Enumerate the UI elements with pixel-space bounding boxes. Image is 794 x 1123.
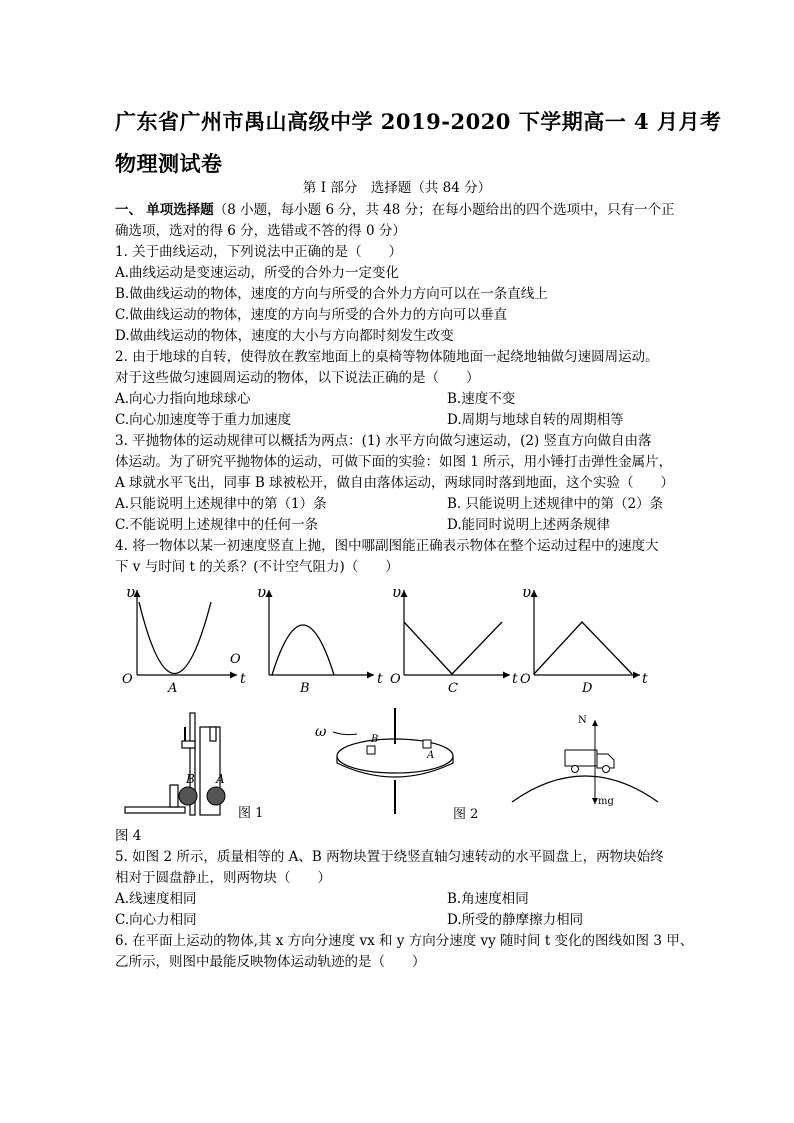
graph-a-t-label: t [240,671,246,687]
gravity-label: mg [598,796,614,807]
graph-c-v-label: υ [392,583,402,601]
graph-c [390,583,518,696]
q2-option-c: C.向心加速度等于重力加速度 [115,412,292,428]
section-desc: （8 小题，每小题 6 分，共 48 分；在每小题给出的四个选项中，只有一个正 [213,202,675,218]
q3-stem-2: 体运动。为了研究平抛物体的运动，可做下面的实验：如图 1 所示，用小锤打击弹性金属片， [115,454,673,470]
graph-a-o-label: O [230,652,241,667]
figure-truck-on-hill [510,710,660,810]
q3-stem-3: A 球就水平飞出，同事 B 球被松开，做自由落体运动，两球同时落到地面，这个实验（ ） [115,475,675,491]
graph-a-label: A [168,681,178,696]
q5-option-c: C.向心力相同 [115,912,197,928]
q6-stem-1: 6. 在平面上运动的物体,其 x 方向分速度 vx 和 y 方向分速度 vy 随时间 t 变化的图线如图 3 甲、 [115,933,694,949]
graph-c-t-label: t [512,671,518,687]
q1-option-c: C.做曲线运动的物体，速度的方向与所受的合外力的方向可以垂直 [115,307,508,323]
graph-a-origin: O [122,672,133,687]
graph-a-v-label: υ [126,583,136,601]
ball-a-label: A [216,772,225,786]
q5-stem-1: 5. 如图 2 所示，质量相等的 A、B 两物块置于绕竖直轴匀速转动的水平圆盘上，两物块始终 [115,849,664,865]
q1-option-a: A.曲线运动是变速运动，所受的合外力一定变化 [115,265,400,281]
section-heading [115,200,675,220]
q4-stem-1: 4. 将一物体以某一初速度竖直上抛，图中哪副图能正确表示物体在整个运动过程中的速度大 [115,538,659,554]
title-line-2: 物理测试卷 [115,151,223,176]
graph-b [257,583,383,696]
graph-c-origin: O [390,672,401,687]
q3-option-a: A.只能说明上述规律中的第（1）条 [115,496,327,512]
graph-d-origin: O [520,672,531,687]
figure-2-rotating-disc [305,706,495,824]
q1-option-d: D.做曲线运动的物体，速度的大小与方向都时刻发生改变 [115,328,454,344]
q4-stem-2: 下 v 与时间 t 的关系？(不计空气阻力)（ ） [115,559,399,575]
graph-d-t-label: t [642,671,648,687]
q3-option-c: C.不能说明上述规律中的任何一条 [115,517,319,533]
figure-2-caption: 图 2 [453,807,479,822]
q1-option-b: B.做曲线运动的物体，速度的方向与所受的合外力方向可以在一条直线上 [115,286,548,302]
normal-force-label: N [578,715,587,726]
graph-d-v-label: υ [522,583,532,601]
graph-d [520,583,648,696]
omega-label: ω [315,724,327,740]
q5-option-d: D.所受的静摩擦力相同 [447,912,584,928]
velocity-time-graphs [112,580,652,698]
title-line-1: 广东省广州市禺山高级中学 2019-2020 下学期高一 4 月月考 [115,109,722,134]
q3-option-d: D.能同时说明上述两条规律 [447,517,611,533]
graph-d-label: D [582,681,593,696]
graph-b-label: B [300,681,310,696]
figure-4-caption: 图 4 [115,828,142,844]
section-number: 一、 [115,202,142,218]
disc-a-label: A [427,750,435,761]
disc-b-label: B [371,734,379,745]
q2-option-b: B.速度不变 [447,391,516,407]
q2-option-d: D.周期与地球自转的周期相等 [447,412,624,428]
ball-b-label: B [186,772,195,786]
q1-stem: 1. 关于曲线运动，下列说法中正确的是（ ） [115,244,403,260]
graph-b-v-label: υ [257,583,267,601]
graph-b-t-label: t [377,671,383,687]
q5-option-a: A.线速度相同 [115,891,197,907]
graph-a [122,583,246,696]
figure-1-apparatus [120,705,270,823]
q2-stem-1: 2. 由于地球的自转，使得放在教室地面上的桌椅等物体随地面一起绕地轴做匀速圆周运动。 [115,349,659,365]
section-label: 单项选择题 [146,202,214,218]
graph-c-label: C [448,681,458,696]
section-desc-2: 确选项，选对的得 6 分，选错或不答的得 0 分） [115,223,406,239]
q3-option-b: B. 只能说明上述规律中的第（2）条 [447,496,664,512]
q5-stem-2: 相对于圆盘静止，则两物块（ ） [115,870,331,886]
q2-stem-2: 对于这些做匀速圆周运动的物体，以下说法正确的是（ ） [115,370,480,386]
part-heading: 第 I 部分 选择题（共 84 分） [302,180,492,196]
q2-option-a: A.向心力指向地球球心 [115,391,251,407]
q3-stem-1: 3. 平抛物体的运动规律可以概括为两点：(1) 水平方向做匀速运动，(2) 竖直方向做自由落 [115,433,652,449]
q5-option-b: B.角速度相同 [447,891,529,907]
q6-stem-2: 乙所示，则图中最能反映物体运动轨迹的是（ ） [115,954,426,970]
figure-1-caption: 图 1 [238,806,264,821]
